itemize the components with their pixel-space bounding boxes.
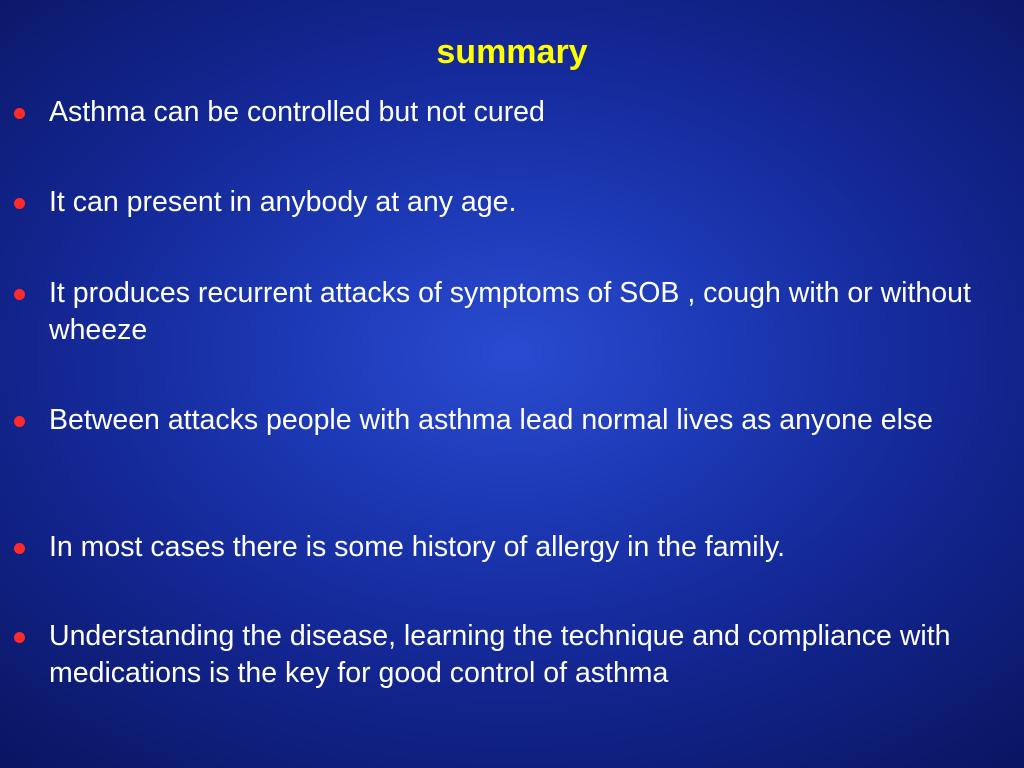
- bullet-text: Understanding the disease, learning the technique and compliance with medications is the key for good control of asthma: [49, 620, 951, 689]
- slide-title: summary: [436, 33, 588, 71]
- bullet-text: Between attacks people with asthma lead normal lives as anyone else: [49, 404, 934, 436]
- bullet-dot-icon: [14, 108, 25, 119]
- bullet-text: Asthma can be controlled but not cured: [49, 96, 545, 128]
- bullet-dot-icon: [14, 543, 25, 554]
- bullet-text: It produces recurrent attacks of symptoms of SOB , cough with or without wheeze: [49, 277, 971, 346]
- bullet-dot-icon: [14, 632, 25, 643]
- bullet-text: It can present in anybody at any age.: [49, 186, 517, 218]
- bullet-dot-icon: [14, 289, 25, 300]
- bullet-dot-icon: [14, 198, 25, 209]
- bullet-text: In most cases there is some history of allergy in the family.: [49, 531, 786, 563]
- bullet-dot-icon: [14, 416, 25, 427]
